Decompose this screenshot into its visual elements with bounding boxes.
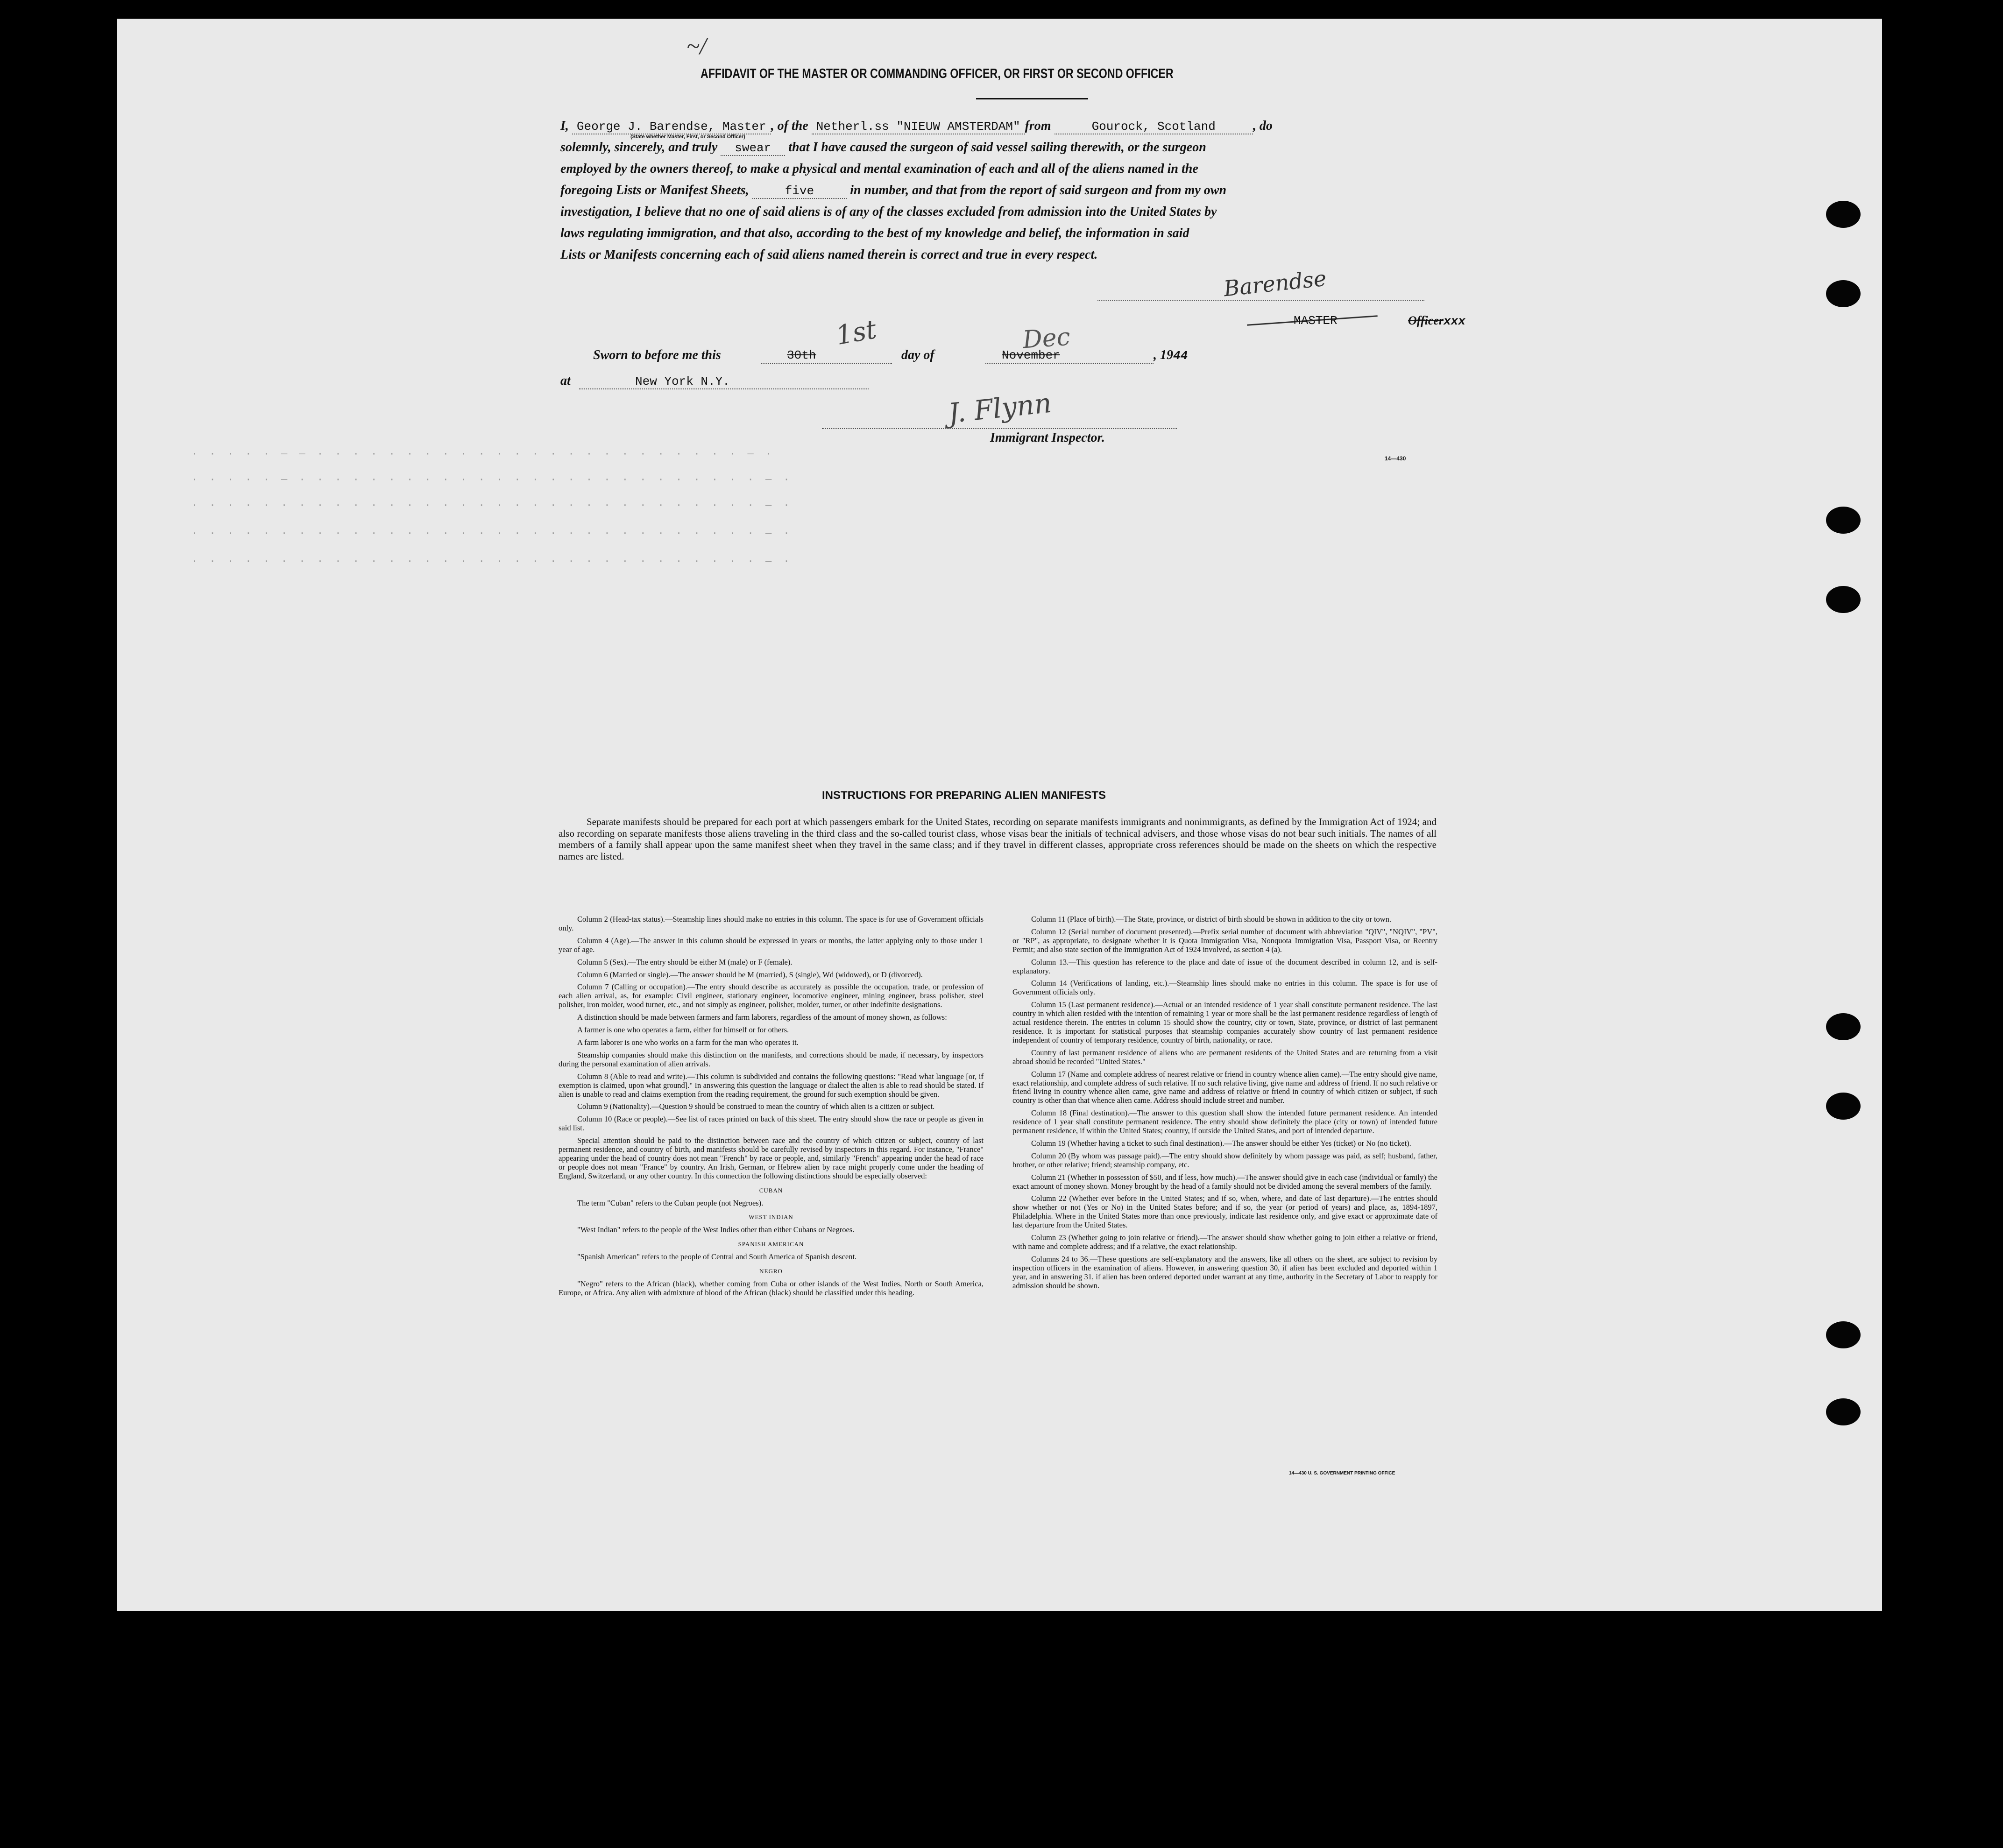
day-typed: 30th: [787, 348, 816, 362]
sworn-label: Sworn to before me this: [593, 348, 721, 362]
left-paragraph: Special attention should be paid to the distinction between race and the country of which citizen or subject, country of last permanent residence, and country of birth, and manifests should be carefully revised by inspectors in this regard. For instance, "France" appearing under the head of country does not mean "French" by race or people, and, similarly "French" appearing under the head of race or people does not mean "France" by country. An Irish, German, or Hebrew alien by race might properly come under the heading of England, Switzerland, or any other country. In this connection the following distinctions should be especially observed:: [559, 1136, 984, 1180]
signature-rank: MASTER: [1294, 314, 1338, 328]
bleed-through-row: · · · · · · · · · · · · · · · · · · · · · · · · · · · · · · · · — ·: [191, 528, 793, 539]
officer-struck: [1408, 314, 1465, 328]
title-rule: [976, 98, 1088, 99]
right-paragraph: Column 12 (Serial number of document presented).—Prefix serial number of document with abbreviation "QIV", "NQIV", "PV", or "RP", as appropriate, to designate whether it is Quota Immigration Visa, Nonquota Immigration Visa, Passport Visa, or Reentry Permit; and also state section of the Immigration Act of 1924 involved, as section 4 (a).: [1012, 927, 1437, 954]
affidavit-from: from: [1025, 119, 1051, 133]
right-paragraph: Column 23 (Whether going to join relative or friend).—The answer should show whether going to join either a relative or friend, with name and complete address; and if a relative, the exact relationship.: [1012, 1233, 1437, 1251]
punch-hole: [1826, 1013, 1861, 1040]
left-paragraph: Steamship companies should make this distinction on the manifests, and corrections should be made, if necessary, by inspectors during the personal examination of alien arrivals.: [559, 1050, 984, 1068]
inspector-line: [822, 428, 1177, 429]
year-suffix: 44: [1173, 349, 1188, 363]
west-indian-heading: WEST INDIAN: [749, 1213, 793, 1221]
affidavit-line-3: employed by the owners thereof, to make a physical and mental examination of each and all of the aliens named in the: [560, 162, 1198, 176]
right-paragraph: Column 19 (Whether having a ticket to such final destination).—The answer should be either Yes (ticket) or No (no ticket).: [1031, 1138, 1411, 1148]
left-paragraph: Column 5 (Sex).—The entry should be either M (male) or F (female).: [577, 957, 793, 966]
punch-hole: [1826, 1398, 1861, 1425]
punch-hole: [1826, 1093, 1861, 1120]
right-paragraph: Column 18 (Final destination).—The answer to this question shall show the intended future permanent residence. An intended residence of 1 year shall constitute permanent residence. The entry should show definitely the place (city or town) of intended future permanent residence, if within the United States; country, if outside the United States, and port of intended departure.: [1012, 1108, 1437, 1136]
left-paragraph: Column 10 (Race or people).—See list of races printed on back of this sheet. The entry should show the race or people as given in said list.: [559, 1114, 984, 1133]
bleed-through-row: · · · · · · · · · · · · · · · · · · · · · · · · · · · · · · · · — ·: [191, 500, 793, 511]
month-handwritten: Dec: [1022, 323, 1071, 354]
spanish-american-paragraph: "Spanish American" refers to the people of Central and South America of Spanish descent.: [577, 1252, 857, 1262]
master-name: George J. Barendse, Master: [572, 120, 771, 134]
officer-hint: (State whether Master, First, or Second Officer): [630, 134, 745, 140]
affidavit-of-the: , of the: [771, 119, 808, 133]
left-paragraph: A farm laborer is one who works on a farm for the man who operates it.: [577, 1037, 799, 1047]
left-paragraph: A distinction should be made between farmers and farm laborers, regardless of the amount of money shown, as follows:: [577, 1013, 947, 1022]
affidavit-line-6: laws regulating immigration, and that also, according to the best of my knowledge and belief, the information in said: [560, 226, 1189, 240]
instructions-right-column: [1012, 915, 1437, 1294]
struck-xxx: xxx: [1444, 314, 1465, 328]
departure-port: Gourock, Scotland: [1055, 120, 1253, 134]
left-paragraph: Column 6 (Married or single).—The answer should be M (married), S (single), Wd (widowed), or D (divorced).: [577, 970, 923, 979]
inspector-signature: J. Flynn: [947, 387, 1053, 430]
inspector-label: Immigrant Inspector.: [990, 430, 1105, 445]
left-paragraph: Column 7 (Calling or occupation).—The entry should describe as accurately as possible the occupation, trade, or profession of each alien arrival, as, for example: Civil engineer, stationary engineer, locomotive engineer, mining engineer, brass polisher, steel polisher, iron molder, wood turner, etc., and not simply as engineer, polisher, molder, turner, or other indefinite designations.: [559, 982, 984, 1009]
right-paragraph: Country of last permanent residence of aliens who are permanent residents of the United States and are returning from a visit abroad should be recorded "United States.": [1012, 1048, 1437, 1066]
punch-hole: [1826, 201, 1861, 228]
right-paragraph: Column 15 (Last permanent residence).—Actual or an intended residence of 1 year shall constitute permanent residence. The last country in which alien resided with the intention of remaining 1 year or more shall be the last permanent residence regardless of length of actual residence therein. The entries in column 15 should show the country, city or town, State, province, or district of last permanent residence. It is important for statistical purposes that steamship companies accurately show country of last permanent residence independent of country of temporary residence, country of birth, nationality, or race.: [1012, 1000, 1437, 1044]
right-paragraph: Column 14 (Verifications of landing, etc.).—Steamship lines should make no entries in this column. The space is for use of Government officials only.: [1012, 979, 1437, 997]
form-number-top: 14—430: [1385, 455, 1406, 462]
left-paragraph: Column 4 (Age).—The answer in this column should be expressed in years or months, the latter applying only to those under 1 year of age.: [559, 936, 984, 954]
sworn-year: [1154, 348, 1188, 363]
day-handwritten: 1st: [834, 314, 879, 352]
affidavit-do: , do: [1253, 119, 1273, 133]
left-paragraph: A farmer is one who operates a farm, either for himself or for others.: [577, 1025, 789, 1035]
affidavit-title: AFFIDAVIT OF THE MASTER OR COMMANDING OFFICER, OR FIRST OR SECOND OFFICER: [701, 66, 1174, 81]
affidavit-line-4: [560, 181, 1438, 203]
left-paragraph: Column 9 (Nationality).—Question 9 should be construed to mean the country of which alien is a citizen or subject.: [577, 1102, 935, 1111]
corner-mark: ~/: [687, 33, 707, 60]
right-paragraph: Column 11 (Place of birth).—The State, province, or district of birth should be shown in addition to the city or town.: [1031, 915, 1392, 924]
vessel-name: Netherl.ss "NIEUW AMSTERDAM": [812, 120, 1025, 134]
month-typed: November: [1002, 348, 1060, 362]
affidavit-foregoing: foregoing Lists or Manifest Sheets,: [560, 183, 749, 197]
punch-hole: [1826, 280, 1861, 307]
right-paragraph: Column 17 (Name and complete address of nearest relative or friend in country whence alien came).—The entry should give name, exact relationship, and complete address of such relative. If no such relative living, give name and address of friend. If no such relative or friend living in country whence alien came, give name and address of relative or friend in country of which citizen or subject, if such country is other than that whence alien came. Address should include street and number.: [1012, 1069, 1437, 1105]
at-label: at: [560, 374, 571, 388]
sheet-count: five: [752, 184, 847, 199]
right-paragraph: Columns 24 to 36.—These questions are self-explanatory and the answers, like all others on the sheet, are subject to revision by inspection officers in the examination of aliens. However, in answering question 30, if alien has been excluded and deported within 1 year, and in answering 31, if alien has been ordered deported under warrant at any time, authority in the Secretary of Labor to reapply for admission should be shown.: [1012, 1254, 1437, 1290]
sworn-place: New York N.Y.: [635, 374, 730, 388]
punch-hole: [1826, 1321, 1861, 1348]
spanish-american-heading: SPANISH AMERICAN: [738, 1241, 804, 1248]
instructions-title: INSTRUCTIONS FOR PREPARING ALIEN MANIFESTS: [822, 789, 1106, 802]
printing-office-footer: 14—430 U. S. GOVERNMENT PRINTING OFFICE: [1289, 1471, 1395, 1476]
bleed-through-row: · · · · · — · · · · · · · · · · · · · · · · · · · · · · · · · · — ·: [191, 474, 793, 486]
bleed-through-row: · · · · · — — · · · · · · · · · · · · · · · · · · · · · · · · — ·: [191, 448, 775, 460]
day-of-label: day of: [901, 348, 934, 362]
document-sheet: [117, 19, 1882, 1611]
cuban-heading: CUBAN: [759, 1186, 783, 1194]
affidavit-caused: that I have caused the surgeon of said vessel sailing therewith, or the surgeon: [788, 140, 1206, 155]
affidavit-in-number: in number, and that from the report of said surgeon and from my own: [850, 183, 1227, 197]
oath-word: swear: [721, 141, 785, 156]
affidavit-i: I,: [560, 119, 569, 133]
west-indian-paragraph: "West Indian" refers to the people of the West Indies other than either Cubans or Negroes.: [577, 1225, 855, 1234]
month-line: [985, 363, 1154, 364]
instructions-intro: Separate manifests should be prepared for each port at which passengers embark for the United States, recording on separate manifests immigrants and nonimmigrants, as defined by the Immigration Act of 1924; and also recording on separate manifests those aliens traveling in the third class and the so-called tourist class, whose visas bear the initials of technical advisers, and those whose visas do not bear such initials. The names of all members of a family shall appear upon the same manifest sheet when they travel in the same class; and if they travel in different classes, appropriate cross references should be made on the sheets on which the respective names are listed.: [559, 816, 1437, 862]
left-paragraph: Column 2 (Head-tax status).—Steamship lines should make no entries in this column. The space is for use of Government officials only.: [559, 915, 984, 932]
right-paragraph: Column 21 (Whether in possession of $50, and if less, how much).—The answer should give in each case (individual or family) the exact amount of money shown. Money brought by the head of a family should not be divided among the several members of the family.: [1012, 1172, 1437, 1191]
master-signature: Barendse: [1222, 265, 1328, 302]
place-line: [579, 388, 869, 389]
punch-hole: [1826, 507, 1861, 534]
signature-line: [1097, 300, 1424, 301]
right-paragraph: Column 13.—This question has reference to the place and date of issue of the document described in column 12, and is self-explanatory.: [1012, 957, 1437, 975]
year-prefix: , 19: [1154, 348, 1173, 362]
affidavit-line-7: Lists or Manifests concerning each of said aliens named therein is correct and true in every respect.: [560, 247, 1098, 262]
cuban-paragraph: The term "Cuban" refers to the Cuban people (not Negroes).: [577, 1198, 764, 1207]
right-paragraph: Column 20 (By whom was passage paid).—The entry should show definitely by whom passage was paid, as self; husband, father, brother, or other relative; friend; steamship company, etc.: [1012, 1151, 1437, 1169]
day-line: [761, 363, 892, 364]
bleed-through-row: · · · · · · · · · · · · · · · · · · · · · · · · · · · · · · · · — ·: [191, 556, 793, 567]
left-paragraph: Column 8 (Able to read and write).—This column is subdivided and contains the following questions: "Read what language [or, if exemption is claimed, upon what ground]." In answering this question the language or dialect the alien is able to read should be stated. If alien is unable to read and claims exemption from the reading requirement, the ground for such exemption should be given.: [559, 1072, 984, 1099]
negro-heading: NEGRO: [759, 1268, 783, 1275]
punch-hole: [1826, 586, 1861, 613]
officer-word: Officer: [1408, 314, 1444, 327]
instructions-left-column: [559, 915, 984, 1301]
affidavit-solemnly: solemnly, sincerely, and truly: [560, 140, 718, 155]
affidavit-line-5: investigation, I believe that no one of said aliens is of any of the classes excluded from admission into the United States by: [560, 205, 1217, 219]
affidavit-line-2: [560, 138, 1438, 160]
right-paragraph: Column 22 (Whether ever before in the United States; and if so, when, where, and date of last departure).—The entries should show whether or not (Yes or No) in the United States before; and if so, the year (or period of years) and place, as, 1894-1897, Philadelphia. Where in the United States more than once previously, indicate last residence only, and give exact or approximate date of last departure from the United States.: [1012, 1194, 1437, 1230]
negro-paragraph: "Negro" refers to the African (black), whether coming from Cuba or other islands of the West Indies, North or South America, Europe, or Africa. Any alien with admixture of blood of the African (black) should be classified under this heading.: [559, 1279, 984, 1297]
